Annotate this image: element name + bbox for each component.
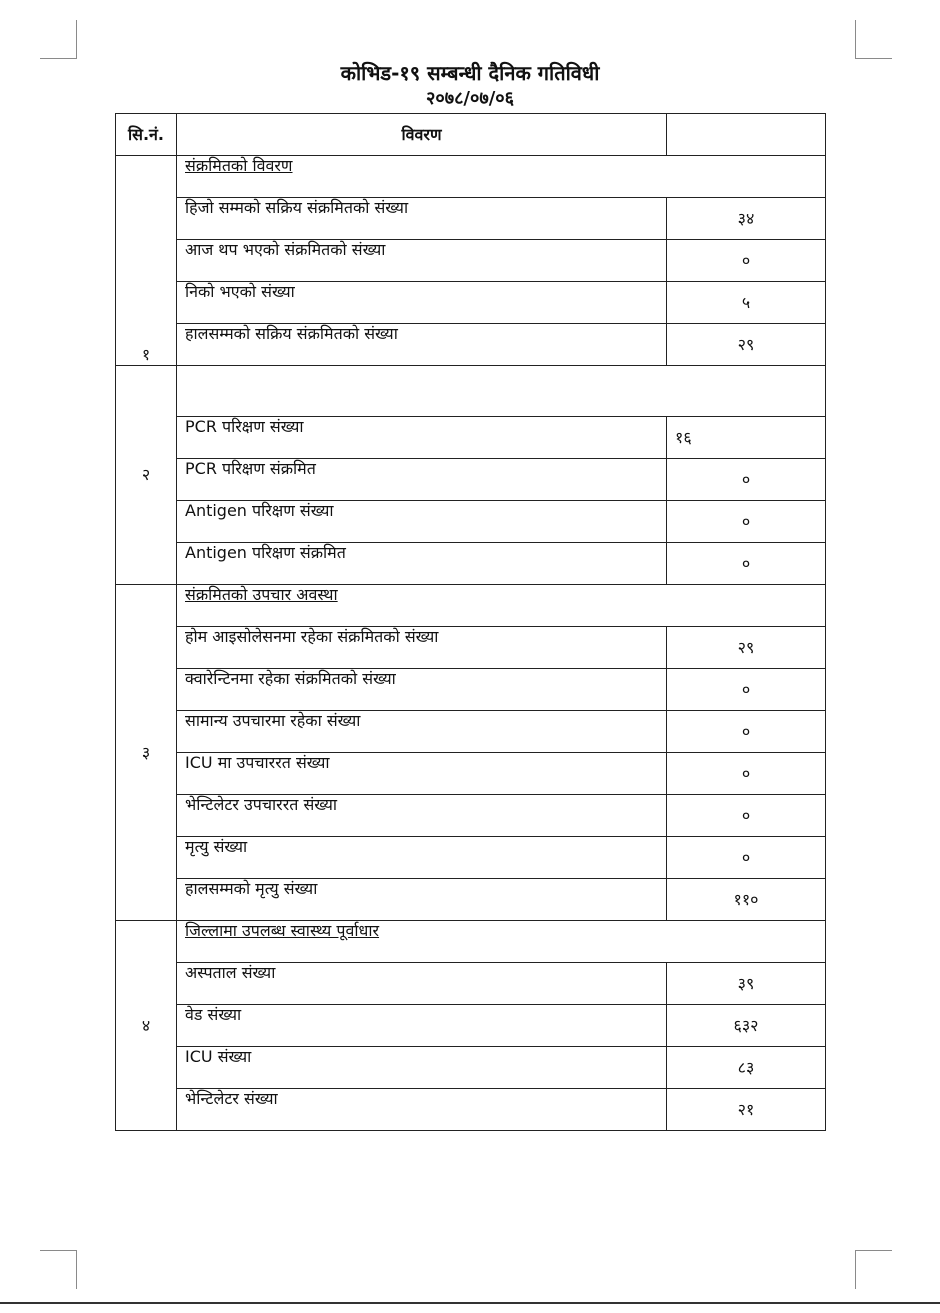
row-label: वेड संख्या bbox=[177, 1005, 667, 1047]
row-value: ११० bbox=[667, 879, 826, 921]
header-description: विवरण bbox=[177, 114, 667, 156]
section-heading: जिल्लामा उपलब्ध स्वास्थ्य पूर्वाधार bbox=[177, 921, 826, 963]
section-heading: संक्रमितको विवरण bbox=[177, 156, 826, 198]
page-title: कोभिड-१९ सम्बन्धी दैनिक गतिविधी bbox=[340, 61, 600, 85]
row-label: ICU संख्या bbox=[177, 1047, 667, 1089]
table-row bbox=[116, 501, 826, 543]
row-value: २९ bbox=[667, 627, 826, 669]
row-value: ० bbox=[667, 753, 826, 795]
row-value: ० bbox=[667, 837, 826, 879]
row-value: ० bbox=[667, 543, 826, 585]
table-row bbox=[116, 627, 826, 669]
row-label: होम आइसोलेसनमा रहेका संक्रमितको संख्या bbox=[177, 627, 667, 669]
report-date: २०७८/०७/०६ bbox=[425, 88, 515, 109]
row-label: ICU मा उपचाररत संख्या bbox=[177, 753, 667, 795]
row-value: २९ bbox=[667, 324, 826, 366]
row-value: ५ bbox=[667, 282, 826, 324]
row-label: हिजो सम्मको सक्रिय संक्रमितको संख्या bbox=[177, 198, 667, 240]
table-row bbox=[116, 324, 826, 366]
row-label: PCR परिक्षण संख्या bbox=[177, 417, 667, 459]
row-label: PCR परिक्षण संक्रमित bbox=[177, 459, 667, 501]
section-heading-row bbox=[116, 366, 826, 417]
crop-mark-bottom-right bbox=[855, 1250, 892, 1289]
table-row bbox=[116, 963, 826, 1005]
row-label: क्वारेन्टिनमा रहेका संक्रमितको संख्या bbox=[177, 669, 667, 711]
table-row bbox=[116, 1005, 826, 1047]
row-label: भेन्टिलेटर उपचाररत संख्या bbox=[177, 795, 667, 837]
table-row bbox=[116, 879, 826, 921]
row-label: Antigen परिक्षण संक्रमित bbox=[177, 543, 667, 585]
row-value: ० bbox=[667, 711, 826, 753]
table-row bbox=[116, 543, 826, 585]
page-bottom-rule bbox=[0, 1302, 940, 1304]
serial-number: १ bbox=[116, 156, 177, 366]
table-row bbox=[116, 417, 826, 459]
row-value: ६३२ bbox=[667, 1005, 826, 1047]
table-row bbox=[116, 795, 826, 837]
serial-number: २ bbox=[116, 366, 177, 585]
row-value: ३९ bbox=[667, 963, 826, 1005]
section-heading bbox=[177, 366, 826, 417]
row-value: ० bbox=[667, 501, 826, 543]
serial-number: ४ bbox=[116, 921, 177, 1131]
row-label: सामान्य उपचारमा रहेका संख्या bbox=[177, 711, 667, 753]
row-value: ० bbox=[667, 240, 826, 282]
table-row bbox=[116, 240, 826, 282]
row-label: हालसम्मको मृत्यु संख्या bbox=[177, 879, 667, 921]
row-label: अस्पताल संख्या bbox=[177, 963, 667, 1005]
row-value: ० bbox=[667, 459, 826, 501]
row-label: आज थप भएको संक्रमितको संख्या bbox=[177, 240, 667, 282]
row-value: ८३ bbox=[667, 1047, 826, 1089]
table-header-row bbox=[116, 114, 826, 156]
row-label: भेन्टिलेटर संख्या bbox=[177, 1089, 667, 1131]
table-row bbox=[116, 1089, 826, 1131]
crop-mark-top-right bbox=[855, 20, 892, 59]
header-value bbox=[667, 114, 826, 156]
row-value: ० bbox=[667, 669, 826, 711]
table-row bbox=[116, 459, 826, 501]
section-heading-row bbox=[116, 585, 826, 627]
table-row bbox=[116, 837, 826, 879]
section-heading-row bbox=[116, 156, 826, 198]
row-value: ३४ bbox=[667, 198, 826, 240]
section-heading-row bbox=[116, 921, 826, 963]
row-label: Antigen परिक्षण संख्या bbox=[177, 501, 667, 543]
serial-number: ३ bbox=[116, 585, 177, 921]
row-value: ० bbox=[667, 795, 826, 837]
crop-mark-bottom-left bbox=[40, 1250, 77, 1289]
table-row bbox=[116, 1047, 826, 1089]
row-value: १६ bbox=[667, 417, 826, 459]
covid-report-table bbox=[115, 113, 826, 1131]
table-row bbox=[116, 753, 826, 795]
row-label: मृत्यु संख्या bbox=[177, 837, 667, 879]
row-value: २१ bbox=[667, 1089, 826, 1131]
row-label: निको भएको संख्या bbox=[177, 282, 667, 324]
table-row bbox=[116, 711, 826, 753]
table-row bbox=[116, 198, 826, 240]
row-label: हालसम्मको सक्रिय संक्रमितको संख्या bbox=[177, 324, 667, 366]
table-row bbox=[116, 282, 826, 324]
crop-mark-top-left bbox=[40, 20, 77, 59]
section-heading: संक्रमितको उपचार अवस्था bbox=[177, 585, 826, 627]
header-serial-number: सि.नं. bbox=[116, 114, 177, 156]
table-row bbox=[116, 669, 826, 711]
